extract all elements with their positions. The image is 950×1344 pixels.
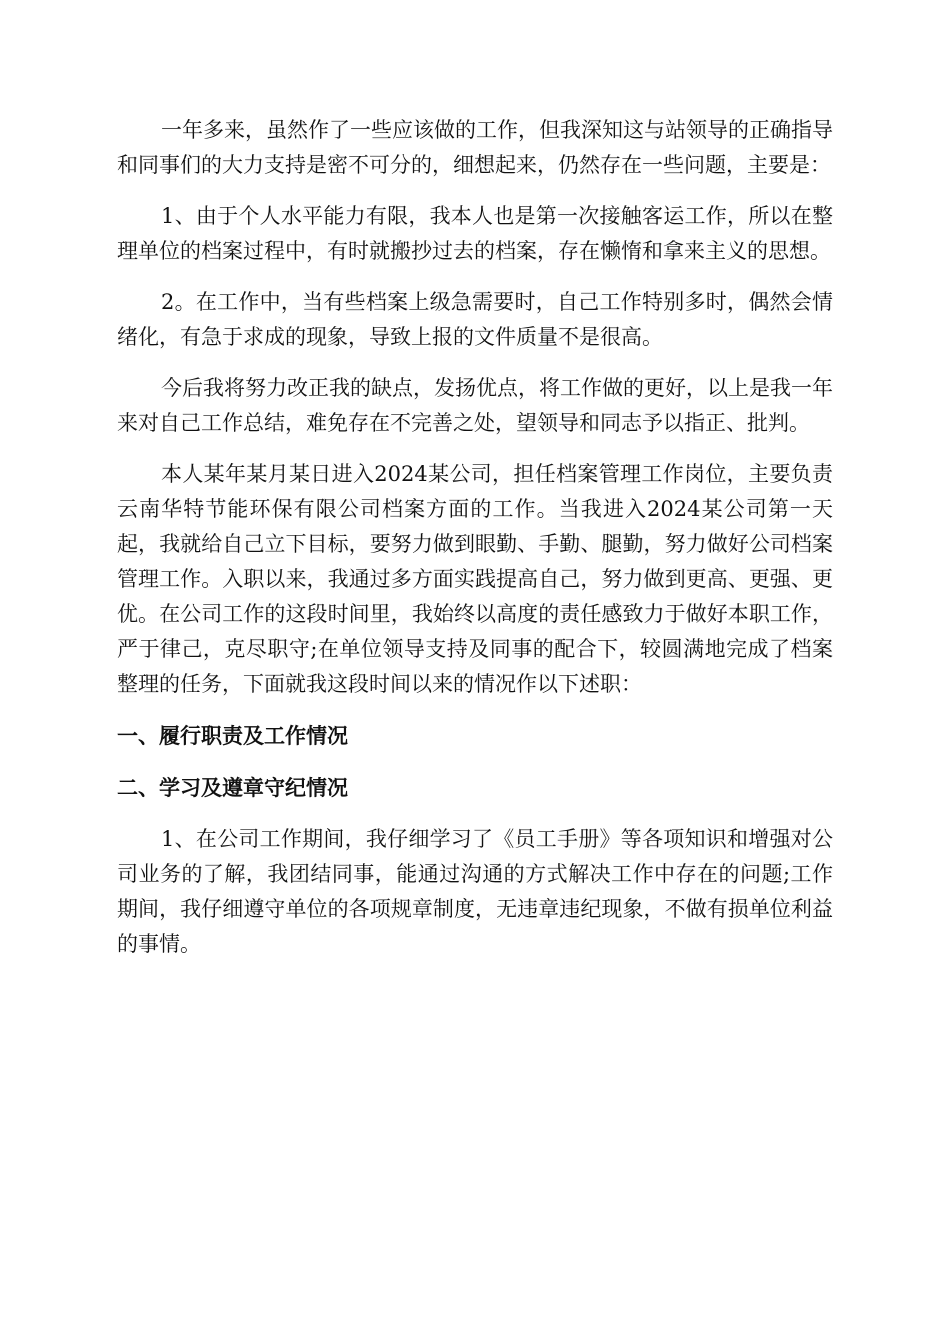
paragraph-conclusion: 今后我将努力改正我的缺点，发扬优点，将工作做的更好，以上是我一年来对自己工作总结，难免存在不完善之处，望领导和同志予以指正、批判。 <box>117 376 833 435</box>
document-body <box>117 113 833 962</box>
section-heading-study: 二、学习及遵章守纪情况 <box>117 776 348 800</box>
paragraph-study-1: 1、在公司工作期间，我仔细学习了《员工手册》等各项知识和增强对公司业务的了解，我团结同事，能通过沟通的方式解决工作中存在的问题;工作期间，我仔细遵守单位的各项规章制度，无违章违纪现象，不做有损单位利益的事情。 <box>117 827 833 956</box>
paragraph-problem-1: 1、由于个人水平能力有限，我本人也是第一次接触客运工作，所以在整理单位的档案过程中，有时就搬抄过去的档案，存在懒惰和拿来主义的思想。 <box>117 204 833 263</box>
section-heading-duties: 一、履行职责及工作情况 <box>117 724 348 748</box>
paragraph-problem-2: 2。在工作中，当有些档案上级急需要时，自己工作特别多时，偶然会情绪化，有急于求成的现象，导致上报的文件质量不是很高。 <box>117 290 833 349</box>
paragraph-report-intro: 本人某年某月某日进入2024某公司，担任档案管理工作岗位，主要负责云南华特节能环保有限公司档案方面的工作。当我进入2024某公司第一天起，我就给自己立下目标，要努力做到眼勤、手勤、腿勤，努力做好公司档案管理工作。入职以来，我通过多方面实践提高自己，努力做到更高、更强、更优。在公司工作的这段时间里，我始终以高度的责任感致力于做好本职工作，严于律己，克尽职守;在单位领导支持及同事的配合下，较圆满地完成了档案整理的任务，下面就我这段时间以来的情况作以下述职： <box>117 462 833 696</box>
paragraph-problems-intro: 一年多来，虽然作了一些应该做的工作，但我深知这与站领导的正确指导和同事们的大力支持是密不可分的，细想起来，仍然存在一些问题，主要是： <box>117 118 833 177</box>
